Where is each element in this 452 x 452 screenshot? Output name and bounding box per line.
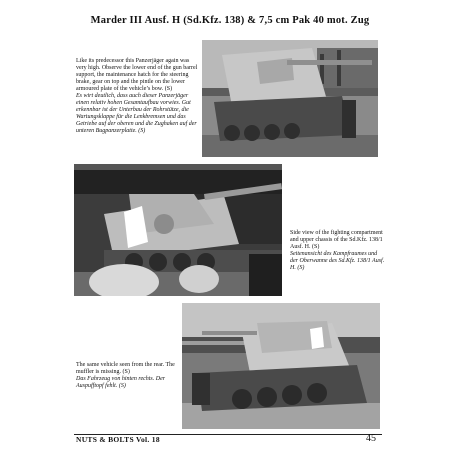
- page-footer: [0, 434, 452, 450]
- caption-side-view-german: Seitenansicht des Kampfraumes und der Oberwanne des Sd.Kfz. 138/1 Ausf. H. (S): [290, 251, 385, 271]
- photo-rear-view: [182, 303, 380, 429]
- page-number: 45: [366, 433, 376, 444]
- caption-side-view-english: Side view of the fighting compartment and upper chassis of the Sd.Kfz. 138/1 Ausf. H. (S): [290, 230, 383, 250]
- caption-rear-view: [76, 362, 178, 390]
- caption-front-view: [76, 58, 198, 135]
- series-title: NUTS & BOLTS Vol. 18: [76, 435, 160, 444]
- photo-rear-view-image: [182, 303, 380, 429]
- caption-side-view: [290, 230, 386, 272]
- page-header: [44, 10, 416, 30]
- caption-rear-view-german: Das Fahrzeug von hinten rechts. Der Auspufftopf fehlt. (S): [76, 376, 166, 389]
- caption-front-view-german: Es wirt deutlich, dass auch dieser Panzerjäger einen relativ hohen Gesamtaufbau vorwies. Gut erkennbar ist der Unterbau der Rohrstütze, die Wartungsklappe für die Lenkbremsen und das Getriebe auf der oberen und die Zughaken auf der unteren Bugpanzerplatte. (S): [76, 93, 197, 134]
- photo-front-view: [202, 40, 378, 157]
- photo-side-view-image: [74, 164, 282, 296]
- photo-front-view-image: [202, 40, 378, 157]
- caption-rear-view-english: The same vehicle seen from the rear. The muffler is missing. (S): [76, 362, 175, 375]
- page-title: Marder III Ausf. H (Sd.Kfz. 138) & 7,5 cm Pak 40 mot. Zug: [90, 14, 370, 26]
- caption-front-view-english: Like its predecessor this Panzerjäger again was very high. Observe the lower end of the gun barrel support, the maintenance hatch for the steering brake, gear on top and the pintle on the lower armoured plate of the vehicle’s bow. (S): [76, 58, 198, 92]
- photo-side-view: [74, 164, 282, 296]
